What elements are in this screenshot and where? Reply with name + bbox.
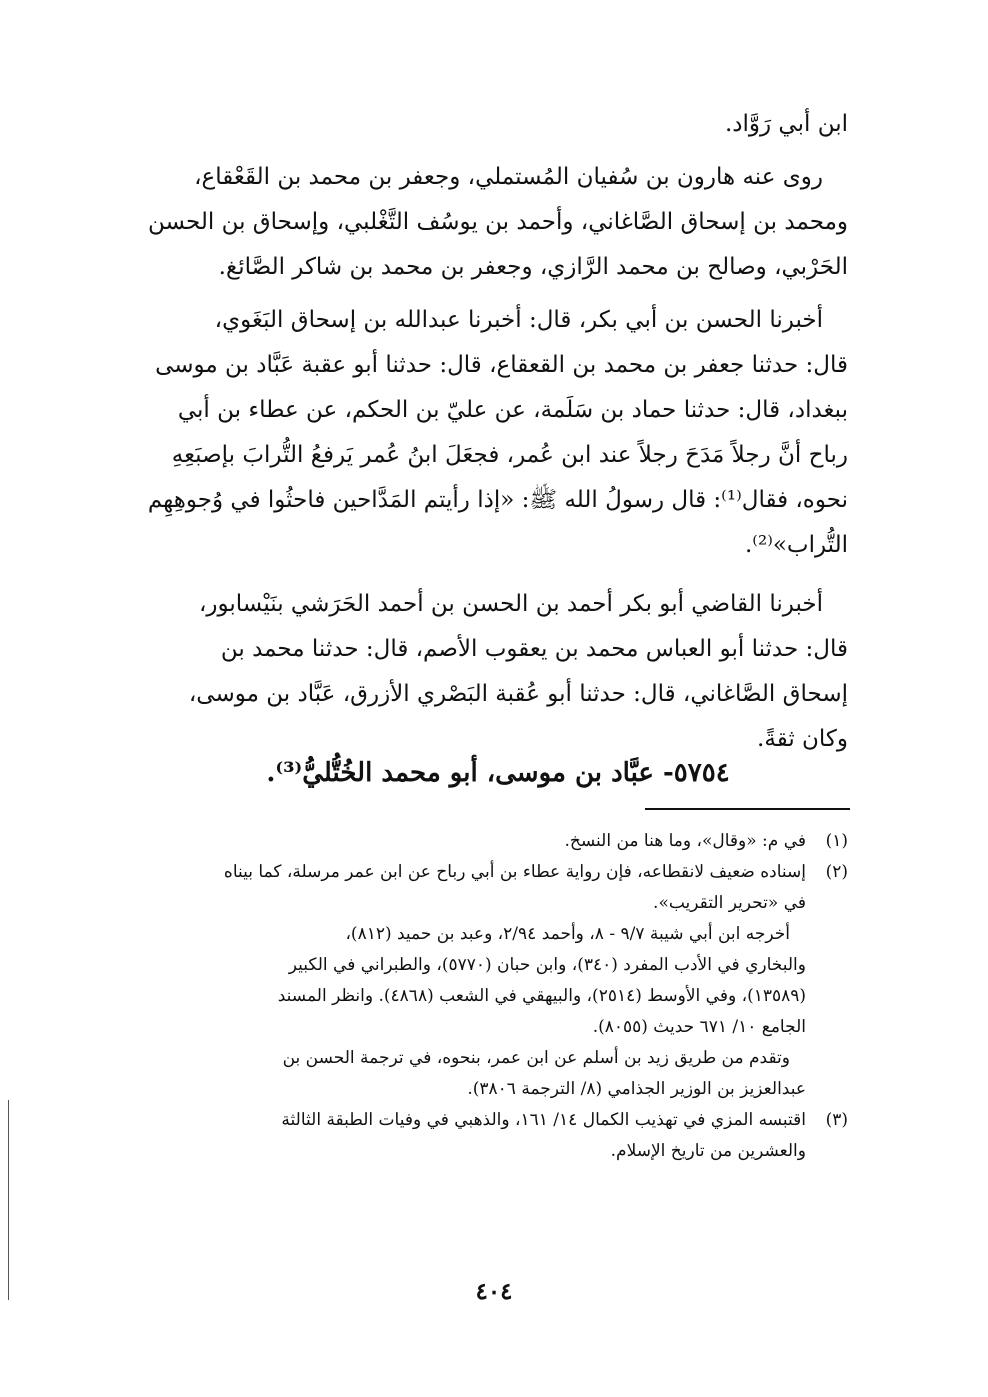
paragraph-0 (148, 102, 848, 147)
page-number: ٤٠٤ (475, 1278, 513, 1305)
footnote-line: اقتبسه المزي في تهذيب الكمال ١٤/ ١٦١، والذهبي في وفيات الطبقة الثالثة (281, 1110, 806, 1130)
text-line: قال: حدثنا أبو العباس محمد بن يعقوب الأصم، قال: حدثنا محمد بن (220, 636, 848, 662)
footnote-line: في م: «وقال»، وما هنا من النسخ. (564, 831, 806, 851)
paragraph-3 (148, 582, 848, 762)
scan-margin-line (8, 1100, 9, 1300)
footnote-1 (148, 826, 848, 857)
footnote-line: (١٣٥٨٩)، وفي الأوسط (٢٥١٤)، والبيهقي في الشعب (٤٨٦٨). وانظر المسند (277, 986, 806, 1006)
footnote-line: أخرجه ابن أبي شيبة ٩/٧ - ٨، وأحمد ٢/٩٤، وعبد بن حميد (٨١٢)، (345, 924, 790, 944)
text-line: رباح أنَّ رجلاً مَدَحَ رجلاً عند ابن عُمر، فجعَلَ ابنُ عُمر يَرفعُ التُّرابَ بإصبَعِهِ (171, 442, 848, 468)
paragraph-2 (148, 298, 848, 568)
footnote-3 (148, 1105, 848, 1167)
text-line: نحوه، فقال⁽¹⁾: قال رسولُ الله ﷺ: «إذا رأيتم المَدَّاحين فاحثُوا في وُجوهِهِم (147, 487, 848, 513)
entry-heading: ٥٧٥٤- عبَّاد بن موسى، أبو محمد الخُتُّليُّ⁽³⁾. (266, 758, 730, 788)
text-line: أخبرنا القاضي أبو بكر أحمد بن الحسن بن أحمد الحَرَشي بنَيْسابور، (198, 591, 823, 617)
footnote-2 (148, 857, 848, 919)
text-line: ابن أبي رَوَّاد. (724, 111, 848, 137)
text-line: أخبرنا الحسن بن أبي بكر، قال: أخبرنا عبدالله بن إسحاق البَغَوي، (214, 307, 823, 333)
text-line: روى عنه هارون بن سُفيان المُستملي، وجعفر بن محمد بن القَعْقاع، (194, 164, 823, 190)
footnote-number: (١) (825, 831, 848, 851)
paragraph-1 (148, 155, 848, 290)
footnote-line: وتقدم من طريق زيد بن أسلم عن ابن عمر، بنحوه، في ترجمة الحسن بن (282, 1048, 790, 1068)
text-line: التُّراب»⁽²⁾. (745, 532, 848, 558)
text-line: إسحاق الصَّاغاني، قال: حدثنا أبو عُقبة البَصْري الأزرق، عَبَّاد بن موسى، (188, 681, 848, 707)
footnote-line: الجامع ١٠/ ٦٧١ حديث (٨٠٥٥). (592, 1017, 806, 1037)
main-text-block (148, 102, 848, 762)
footnote-line: والبخاري في الأدب المفرد (٣٤٠)، وابن حبان (٥٧٧٠)، والطبراني في الكبير (288, 955, 806, 975)
footnote-2-tail (148, 1043, 848, 1105)
text-line: وكان ثقةً. (757, 726, 848, 752)
footnote-line: إسناده ضعيف لانقطاعه، فإن رواية عطاء بن أبي رباح عن ابن عمر مرسلة، كما بيناه (223, 862, 806, 882)
footnotes-block (148, 826, 848, 1167)
footnote-line: والعشرين من تاريخ الإسلام. (610, 1141, 806, 1161)
footnote-number: (٢) (825, 862, 848, 882)
footnote-number: (٣) (825, 1110, 848, 1130)
footnote-2-continued (148, 919, 848, 1043)
text-line: الحَرْبي، وصالح بن محمد الرَّازي، وجعفر بن محمد بن شاكر الصَّائغ. (218, 254, 848, 280)
text-line: ببغداد، قال: حدثنا حماد بن سَلَمة، عن عليّ بن الحكم، عن عطاء بن أبي (177, 397, 848, 423)
footnote-line: عبدالعزيز بن الوزير الجذامي (٨/ الترجمة ٣٨٠٦). (467, 1079, 806, 1099)
footnote-line: في «تحرير التقريب». (653, 893, 806, 913)
text-line: قال: حدثنا جعفر بن محمد بن القعقاع، قال: حدثنا أبو عقبة عَبَّاد بن موسى (155, 352, 848, 378)
footnote-divider (645, 808, 850, 810)
text-line: ومحمد بن إسحاق الصَّاغاني، وأحمد بن يوسُف التَّغْلبي، وإسحاق بن الحسن (148, 209, 848, 235)
